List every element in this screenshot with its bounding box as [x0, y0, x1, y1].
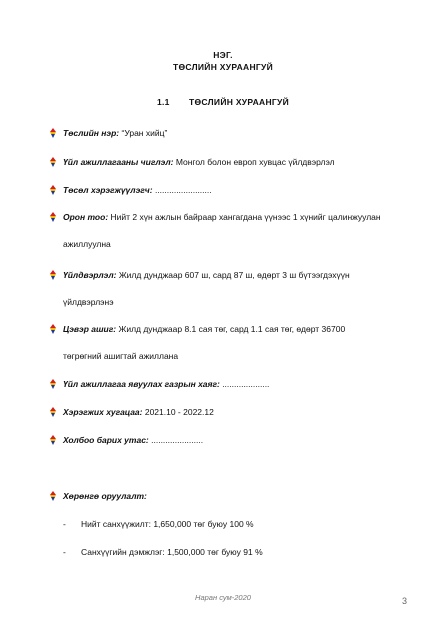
item-continuation: үйлдвэрлэнэ — [63, 297, 114, 307]
funding-line-text: Нийт санхүүжилт: 1,650,000 төг буюу 100 % — [81, 519, 254, 529]
list-item — [48, 184, 212, 196]
diamond-bullet-icon — [48, 324, 58, 334]
dash-marker: - — [63, 519, 66, 529]
list-item — [48, 434, 203, 446]
section-number: 1.1 — [156, 97, 170, 107]
diamond-bullet-icon — [48, 128, 58, 138]
item-value: ...................... — [148, 435, 204, 445]
item-label: Үйл ажиллагааны чиглэл: — [63, 157, 174, 167]
list-item — [48, 127, 167, 139]
page-number: 3 — [402, 596, 408, 606]
item-value: “Уран хийц” — [119, 128, 168, 138]
item-label: Орон тоо: — [63, 212, 109, 222]
funding-label: Хөрөнгө оруулалт: — [63, 491, 147, 501]
item-value: 2021.10 - 2022.12 — [142, 407, 214, 417]
item-label: Төслийн нэр: — [63, 128, 120, 138]
diamond-bullet-icon — [48, 270, 58, 280]
item-continuation: ажиллуулна — [63, 239, 111, 249]
funding-item — [48, 490, 147, 502]
list-item — [48, 211, 381, 223]
section-title: ТӨСЛИЙН ХУРААНГУЙ — [189, 97, 290, 107]
item-label: Төсөл хэрэгжүүлэгч: — [63, 185, 153, 195]
page-title: ТӨСЛИЙН ХУРААНГУЙ — [172, 62, 274, 72]
item-value: Монгол болон европ хувцас үйлдвэрлэл — [173, 157, 335, 167]
item-continuation: төгрөгний ашигтай ажиллана — [63, 351, 179, 361]
funding-line — [63, 518, 254, 530]
list-item — [48, 406, 214, 418]
item-label: Цэвэр ашиг: — [63, 324, 117, 334]
item-label: Үйлдвэрлэл: — [63, 270, 117, 280]
part-heading: НЭГ. — [213, 50, 233, 60]
list-item — [48, 269, 350, 281]
item-label: Холбоо барих утас: — [63, 435, 149, 445]
item-label: Үйл ажиллагаа явуулах газрын хаяг: — [63, 379, 220, 389]
item-value: .................... — [219, 379, 270, 389]
page-footer: Наран сум-2020 — [195, 593, 251, 602]
section-heading — [0, 97, 446, 107]
diamond-bullet-icon — [48, 491, 58, 501]
diamond-bullet-icon — [48, 435, 58, 445]
diamond-bullet-icon — [48, 212, 58, 222]
diamond-bullet-icon — [48, 157, 58, 167]
list-item — [48, 156, 335, 168]
item-value: Жилд дунджаар 607 ш, сард 87 ш, өдөрт 3 ш бүтээгдэхүүн — [116, 270, 350, 280]
diamond-bullet-icon — [48, 379, 58, 389]
funding-line-text: Санхүүгийн дэмжлэг: 1,500,000 төг буюу 91 % — [81, 547, 263, 557]
funding-line — [63, 546, 263, 558]
dash-marker: - — [63, 547, 66, 557]
diamond-bullet-icon — [48, 407, 58, 417]
list-item — [48, 323, 345, 335]
item-value: Нийт 2 хүн ажлын байраар хангагдана үүнээс 1 хүнийг цалинжуулан — [108, 212, 381, 222]
diamond-bullet-icon — [48, 185, 58, 195]
item-label: Хэрэгжих хугацаа: — [63, 407, 143, 417]
item-value: Жилд дунджаар 8.1 сая төг, сард 1.1 сая төг, өдөрт 36700 — [116, 324, 346, 334]
item-value: ........................ — [152, 185, 212, 195]
list-item — [48, 378, 269, 390]
